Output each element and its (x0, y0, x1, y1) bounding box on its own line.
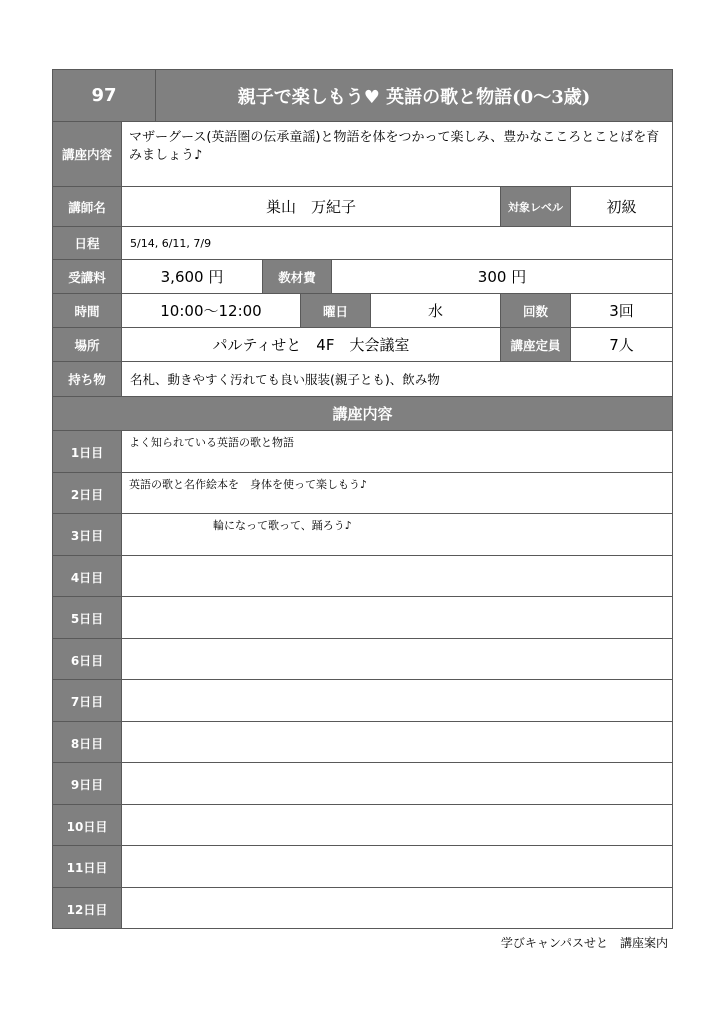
session-row (53, 722, 672, 763)
session-row (53, 888, 672, 929)
level-value: 初級 (571, 187, 672, 226)
session-label: 11日目 (53, 846, 121, 887)
content-label: 講座内容 (53, 122, 121, 186)
session-label: 12日目 (53, 888, 121, 929)
materials-value: 300 円 (332, 260, 672, 293)
session-text: 英語の歌と名作絵本を 身体を使って楽しもう♪ (122, 473, 672, 514)
fee-label: 受講料 (53, 260, 121, 293)
session-row (53, 597, 672, 638)
session-text (122, 680, 672, 721)
session-label: 7日目 (53, 680, 121, 721)
session-label: 8日目 (53, 722, 121, 763)
session-text (122, 846, 672, 887)
weekday-label: 曜日 (301, 294, 370, 327)
schedule-value: 5/14, 6/11, 7/9 (122, 227, 672, 259)
sessions-list (53, 431, 672, 928)
session-row (53, 431, 672, 472)
count-value: 3回 (571, 294, 672, 327)
session-label: 6日目 (53, 639, 121, 680)
footer-caption: 学びキャンパスせと 講座案内 (500, 936, 668, 950)
session-row (53, 846, 672, 887)
belongings-value: 名札、動きやすく汚れても良い服装(親子とも)、飲み物 (122, 362, 672, 396)
session-text: よく知られている英語の歌と物語 (122, 431, 672, 472)
session-label: 10日目 (53, 805, 121, 846)
session-text (122, 722, 672, 763)
belongings-label: 持ち物 (53, 362, 121, 396)
session-label: 4日目 (53, 556, 121, 597)
session-row (53, 639, 672, 680)
course-sheet (52, 69, 673, 929)
capacity-label: 講座定員 (501, 328, 570, 361)
fee-value: 3,600 円 (122, 260, 262, 293)
time-label: 時間 (53, 294, 121, 327)
session-text (122, 805, 672, 846)
course-number: 97 (53, 70, 155, 121)
session-label: 1日目 (53, 431, 121, 472)
session-text (122, 639, 672, 680)
instructor-label: 講師名 (53, 187, 121, 226)
course-title: 親子で楽しもう♥ 英語の歌と物語(0～3歳) (156, 70, 672, 121)
time-value: 10:00～12:00 (122, 294, 300, 327)
place-value: パルティせと 4F 大会議室 (122, 328, 500, 361)
place-label: 場所 (53, 328, 121, 361)
session-text: 輪になって歌って、踊ろう♪ (122, 514, 672, 555)
session-row (53, 514, 672, 555)
content-value: マザーグース(英語圏の伝承童謡)と物語を体をつかって楽しみ、豊かなこころとことばを育みましょう♪ (122, 122, 672, 186)
session-row (53, 763, 672, 804)
capacity-value: 7人 (571, 328, 672, 361)
materials-label: 教材費 (263, 260, 331, 293)
session-label: 9日目 (53, 763, 121, 804)
session-text (122, 597, 672, 638)
session-label: 5日目 (53, 597, 121, 638)
session-row (53, 805, 672, 846)
sessions-header: 講座内容 (53, 397, 672, 430)
weekday-value: 水 (371, 294, 500, 327)
session-label: 3日目 (53, 514, 121, 555)
session-text (122, 888, 672, 929)
instructor-value: 巣山 万紀子 (122, 187, 500, 226)
count-label: 回数 (501, 294, 570, 327)
session-text (122, 556, 672, 597)
schedule-label: 日程 (53, 227, 121, 259)
session-row (53, 680, 672, 721)
session-label: 2日目 (53, 473, 121, 514)
level-label: 対象レベル (501, 187, 570, 226)
session-row (53, 473, 672, 514)
session-text (122, 763, 672, 804)
session-row (53, 556, 672, 597)
